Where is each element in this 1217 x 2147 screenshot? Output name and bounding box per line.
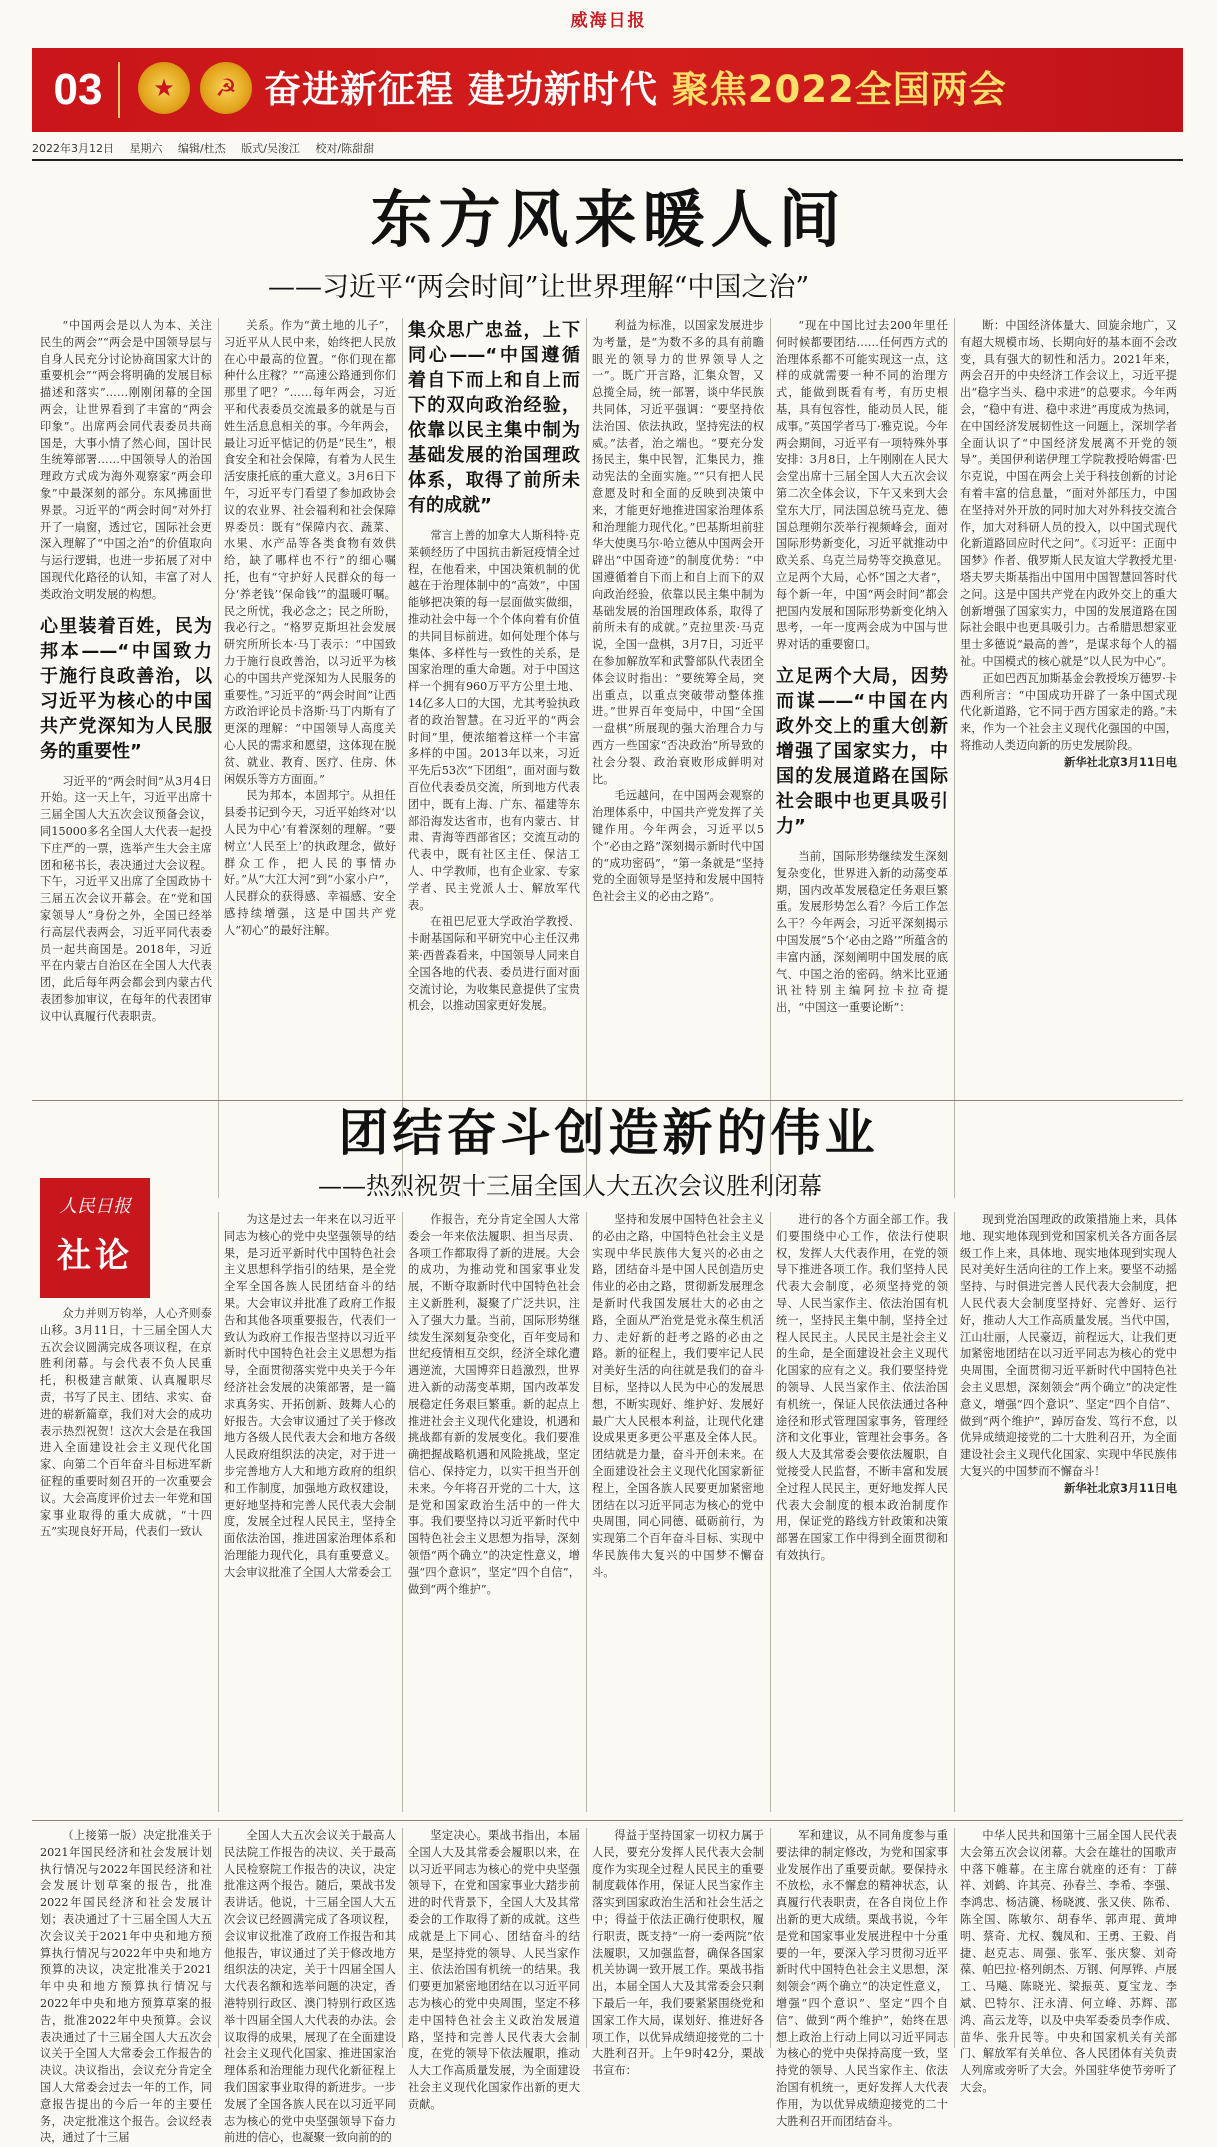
- article2-subtitle: ——热烈祝贺十三届全国人大五次会议胜利闭幕: [318, 1172, 822, 1200]
- editorial-logo: [40, 1178, 150, 1298]
- column-divider: [770, 1212, 771, 1812]
- column-divider: [218, 1212, 219, 1812]
- column-divider: [218, 318, 219, 1198]
- article1-title: 东方风来暖人间: [370, 183, 847, 256]
- column-divider: [586, 318, 587, 1198]
- column-divider: [954, 318, 955, 1198]
- article2-column-6: 现到党治国理政的政策措施上来，具体地、现实地体现到党和国家机关各方面各层级工作上来，具体地、现实地体现到实现人民对美好生活向往的工作上来。要坚不动摇坚持、与时俱进完善人民代表大会制度，把人民代表大会制度坚持好、完善好、运行好，推动人大工作高质量发展。当代中国，江山壮丽，人民豪迈，前程远大，让我们更加紧密地团结在以习近平同志为核心的党中央周围，全面贯彻习近平新时代中国特色社会主义思想，深刻领会“两个确立”的决定性意义，增强“四个意识”、坚定“四个自信”、做到“两个维护”，踔厉奋发、笃行不怠，以优异成绩迎接党的二十大胜利召开，为全面建设社会主义现代化国家、实现中华民族伟大复兴的中国梦而不懈奋斗！ 新华社北京3月11日电: [960, 1212, 1177, 1812]
- editorial-logo-paper: 人民日报: [59, 1196, 131, 1217]
- article1-column-5: “现在中国比过去200年里任何时候都要团结……任何西方式的治理体系都不可能实现这一点，这样的成就需要一种不同的治理方式，能做到既看有考，有历史根基，具有包容性，能动员人民，能成事。”英国学者马丁·雅克说。今年两会期间，习近平有一项特殊外事安排：3月8日，上午刚刚在人民大会堂出席十三届全国人大五次会议第二次全体会议，下午又来到大会堂东大厅，同法国总统马克龙、德国总理朔尔茨举行视频峰会，面对国际形势新变化，习近平就推动中欧关系、乌克兰局势等交换意见。立足两个大局，心怀“国之大者”，每个新一年，中国“两会时间”都会把国内发展和国际形势新变化纳入思考，一年一度两会成为中国与世界对话的重要窗口。 立足两个大局，因势而谋——“中国在内政外交上的重大创新增强了国家实力，中国的发展道路在国际社会眼中也更具吸引力” 当前，国际形势继续发生深刻复杂变化，世界进入新的动荡变革期，国内改革发展稳定任务艰巨繁重。发展形势怎么看？今后工作怎么干？今年两会，习近平深刻揭示中国发展“5个‘必由之路’”所蕴含的丰富内涵，深刻阐明中国发展的底气、中国之治的密码。纳米比亚通讯社特别主编阿拉卡拉奇提出，“中国这一重要论断”：: [776, 319, 948, 1015]
- article2-column-2: 为这是过去一年来在以习近平同志为核心的党中央坚强领导的结果，是习近平新时代中国特色社会主义思想科学指引的结果，是全党全军全国各族人民团结奋斗的结果。大会审议并批准了政府工作报告和其他各项重要报告，代表们一致认为政府工作报告坚持以习近平新时代中国特色社会主义思想为指导，全面贯彻落实党中央关于今年经济社会发展的决策部署，是一篇求真务实、开拓创新、鼓舞人心的好报告。大会审议通过了关于修改地方各级人民代表大会和地方各级人民政府组织法的决定，对于进一步完善地方人大和地方政府的组织和工作制度，加强地方政权建设，更好地坚持和完善人民代表大会制度，发展全过程人民民主，坚持全面依法治国，推进国家治理体系和治理能力现代化，具有重要意义。大会审议批准了全国人大常委会工: [224, 1213, 396, 1579]
- issue-weekday: 星期六: [129, 142, 163, 155]
- column-divider: [218, 1828, 219, 2048]
- article1-column-4: 利益为标准，以国家发展进步为考量，是“为数不多的具有前瞻眼光的领导力的世界领导人之一”。既广开言路，汇集众智，又总揽全局，统一部署，谈中华民族共同体，习近平强调：“要坚持依法治国、依法执政，坚持宪法的权威。”法者，治之端也。“要充分发扬民主，集中民智，汇集民力，推动宪法的全面实施。”“只有把人民意愿及时和全面的反映到决策中来，才能更好地推进国家治理体系和治理能力现代化。”巴基斯坦前驻华大使奥马尔·哈立德从中国两会开辟出“中国奇迹”的制度优势：“中国遵循着自下而上和自上而下的双向政治经验，依靠以民主集中制为基础发展的治国理政体系，取得了前所未有的成就。”克拉里茨·马克说，全国一盘棋，3月7日，习近平在参加解放军和武警部队代表团全体会议时指出：“要统筹全局，突出重点，以重点突破带动整体推进。”世界百年变局中，中国“全国一盘棋”所展现的强大治理合力与西方一些国家“否决政治”所导致的社会分裂、政治衰败形成鲜明对比。 毛远越问，在中国两会观察的治理体系中，中国共产党发挥了关键作用。今年两会，习近平以5个“必由之路”深刻揭示新时代中国的“成功密码”，“第一条就是“坚持党的全面领导是坚持和发展中国特色社会主义的必由之路”。: [592, 319, 764, 904]
- column-divider: [586, 1212, 587, 1812]
- article1-section-heading-3: 立足两个大局，因势而谋——“中国在内政外交上的重大创新增强了国家实力，中国的发展道路在国际社会眼中也更具吸引力”: [776, 665, 948, 837]
- article2-title: 团结奋斗创造新的伟业: [338, 1103, 879, 1162]
- column-divider: [586, 1828, 587, 2048]
- national-emblem-icon: ★: [138, 62, 190, 114]
- column-divider: [402, 318, 403, 1198]
- article-divider: [32, 1820, 1183, 1821]
- banner-slogan: [264, 62, 1007, 118]
- editor-credit: 编辑/杜杰: [178, 142, 226, 155]
- article3-column-3: 坚定决心。栗战书指出，本届全国人大及其常委会履职以来，在以习近平同志为核心的党中央坚强领导下，在党和国家事业大踏步前进的时代背景下，全国人大及其常委会的工作取得了新的成就。这些成就是上下同心、团结奋斗的结果，是坚持党的领导、人民当家作主、依法治国有机统一的结果。我们要更加紧密地团结在以习近平同志为核心的党中央周围，坚定不移走中国特色社会主义政治发展道路，坚持和完善人民代表大会制度，在党的领导下依法履职，推动人大工作高质量发展，为全面建设社会主义现代化国家作出新的更大贡献。: [408, 1829, 580, 2111]
- issue-date: 2022年3月12日: [32, 142, 114, 155]
- article1-subtitle: ——习近平“两会时间”让世界理解“中国之治”: [268, 272, 810, 303]
- article2-column-1: 众力并则万钧举，人心齐则泰山移。3月11日，十三届全国人大五次会议圆满完成各项议程，在京胜利闭幕。与会代表不负人民重托，积极建言献策、认真履职尽责，书写了民主、团结、求实、奋进的崭新篇章，我们对大会的成功表示热烈祝贺！这次大会是在我国进入全面建设社会主义现代化国家、向第二个百年奋斗目标进军新征程的重要时刻召开的一次重要会议。大会高度评价过去一年党和国家事业取得的重大成就，“十四五”实现良好开局，代表们一致认: [40, 1307, 212, 1539]
- page-number: 03: [38, 56, 118, 124]
- article3-column-4: 得益于坚持国家一切权力属于人民，要充分发挥人民代表大会制度作为实现全过程人民民主的重要制度载体作用，保证人民当家作主落实到国家政治生活和社会生活之中；得益于依法正确行使职权，履行职责，既支持“一府一委两院”依法履职，又加强监督，确保各国家机关协调一致开展工作。栗战书指出，本届全国人大及其常委会只剩下最后一年，我们要紧紧围绕党和国家工作大局，谋划好、推进好各项工作，以优异成绩迎接党的二十大胜利召开。上午9时42分，栗战书宣布：: [592, 1829, 764, 2078]
- column-divider: [402, 1212, 403, 1812]
- article2-column-5: 进行的各个方面全部工作。我们要围绕中心工作，依法行使职权，发挥人大代表作用，在党的领导下推进各项工作。我们坚持人民代表大会制度，必须坚持党的领导、人民当家作主、依法治国有机统一，坚持民主集中制，坚持全过程人民民主。人民民主是社会主义的生命，是全面建设社会主义现代化国家的应有之义。我们要坚持党的领导、人民当家作主、依法治国有机统一，保证人民依法通过各种途径和形式管理国家事务，管理经济和文化事业，管理社会事务。各级人大及其常委会要依法履职，自觉接受人民监督，不断丰富和发展全过程人民民主，更好地发挥人民代表大会制度的根本政治制度作用，保证党的路线方针政策和决策部署在国家工作中得到全面贯彻和有效执行。: [776, 1213, 948, 1562]
- column-divider: [954, 1828, 955, 2048]
- column-divider: [954, 1212, 955, 1812]
- article1-column-3: 集众思广忠益，上下同心——“中国遵循着自下而上和自上而下的双向政治经验，依靠以民主集中制为基础发展的治国理政体系，取得了前所未有的成就” 常言上善的加拿大人斯科特·克莱顿经历了中国抗击新冠疫情全过程，在他看来，中国决策机制的优越在于治理体制中的“高效”，中国能够把决策的每一层面做实做细，推动社会中每一个个体向着有价值的共同目标前进。如何处理个体与集体、多样性与一致性的关系，是国家治理的重大命题。对于中国这样一个拥有960万平方公里土地、14亿多人口的大国，尤其考验执政者的政治智慧。在习近平的“两会时间”里，便浓缩着这样一个丰富多样的中国。2013年以来，习近平先后53次“下团组”，面对面与数百位代表委员交流，所到地方代表团中，既有上海、广东、福建等东部沿海发达省市，也有内蒙古、甘肃、青海等西部省区；交流互动的代表中，既有社区主任、保洁工人、中学教师，也有企业家、专家学者、民主党派人士、解放军代表。 在祖巴尼亚大学政治学教授、卡耐基国际和平研究中心主任汉弗莱·西普森看来，中国领导人同来自全国各地的代表、委员进行面对面交流讨论，为收集民意提供了宝贵机会，以推动国家更好发展。: [408, 320, 580, 1013]
- article2-byline: 新华社北京3月11日电: [1064, 1481, 1177, 1495]
- article-divider: [32, 1100, 1183, 1101]
- article3-column-2: 全国人大五次会议关于最高人民法院工作报告的决议、关于最高人民检察院工作报告的决议，决定批准这两个报告。随后，栗战书发表讲话。他说，十三届全国人大五次会议已经圆满完成了各项议程，会议审议批准了政府工作报告和其他报告，审议通过了关于修改地方组织法的决定，关于十四届全国人大代表名额和选举问题的决定，香港特别行政区、澳门特别行政区选举十四届全国人大代表的办法。会议取得的成果，展现了在全面建设社会主义现代化国家、推进国家治理体系和治理能力现代化新征程上我们国家事业取得的新进步。一步发展了全国各族人民在以习近平同志为核心的党中央坚强领导下奋力前进的信心，也凝聚一致向前的的: [224, 1829, 396, 2145]
- banner-slogan-main: 奋进新征程 建功新时代: [264, 68, 658, 111]
- party-emblem-icon: ☭: [200, 62, 252, 114]
- newspaper-masthead: 威海日报: [570, 11, 647, 31]
- article1-column-2: 关系。作为“黄土地的儿子”，习近平从人民中来，始终把人民放在心中最高的位置。“你们现在都种什么庄稼？”“高速公路通到你们那里了吧？”……每年两会，习近平和代表委员交流最多的就是与百姓生活息息相关的事。今年两会，最让习近平惦记的仍是“民生”，根食安全和社会保障，有着为人民生活安康托底的重大意义。3月6日下午，习近平专门看望了参加政协会议的农业界、社会福利和社会保障界委员：既有“保障内衣、蔬菜、水果、水产品等各类食物有效供给，缺了哪样也不行”的细心嘱托，也有“守护好人民群众的每一分‘养老钱’‘保命钱’”的温暖叮嘱。民之所忧，我必念之；民之所盼，我必行之。“格罗克斯坦社会发展研究所所长本·马丁表示：“中国致力于施行良政善治，以习近平为核心的中国共产党深知为人民服务的重要性。”习近平的“两会时间”让西方政治评论员卡洛斯·马丁内斯有了更深的理解：“中国领导人高度关心人民的需求和愿望，这体现在脱贫、就业、教育、医疗、住房、休闲娱乐等方方面面。” 民为邦本，本固邦宁。从担任县委书记到今天，习近平始终对‘以人民为中心’有着深刻的理解。“要树立‘人民至上’的执政理念，做好群众工作，把人民的事情办好。”从“大江大河”到“小家小户”，人民群众的获得感、幸福感、安全感持续增强，这是中国共产党人“初心”的最好注解。: [224, 319, 396, 937]
- column-divider: [402, 1828, 403, 2048]
- article2-column-3: 作报告，充分肯定全国人大常委会一年来依法履职、担当尽责、各项工作都取得了新的进展。大会的成功，为推动党和国家事业发展，不断夺取新时代中国特色社会主义新胜利，凝聚了广泛共识，注入了强大力量。当前，国际形势继续发生深刻复杂变化，百年变局和世纪疫情相互交织，经济全球化遭遇逆流，大国博弈日趋激烈，世界进入新的动荡变革期，国内改革发展稳定任务艰巨繁重。新的起点上推进社会主义现代化建设，机遇和挑战都有新的发展变化。我们要准确把握战略机遇和风险挑战，坚定信心、保持定力，以实干担当开创未来。今年将召开党的二十大，这是党和国家政治生活中的一件大事。我们要坚持以习近平新时代中国特色社会主义思想为指导，深刻领悟“两个确立”的决定性意义，增强“四个意识”，坚定“四个自信”，做到“两个维护”。: [408, 1213, 580, 1596]
- article3-column-6: 中华人民共和国第十三届全国人民代表大会第五次会议闭幕。大会在雄壮的国歌声中落下帷幕。在主席台就座的还有：丁薛祥、刘鹤、许其亮、孙春兰、李希、李强、李鸿忠、杨洁篪、杨晓渡、张又侠、陈希、陈全国、陈敏尔、胡春华、郭声琨、黄坤明、蔡奇、尤权、魏凤和、王勇、王毅、肖捷、赵克志、周强、张军、张庆黎、刘奇葆、帕巴拉·格列朗杰、万钢、何厚铧、卢展工、马飚、陈晓光、梁振英、夏宝龙、李斌、巴特尔、汪永清、何立峰、苏辉、邵鸿、高云龙等，以及中央军委委员李作成、苗华、张升民等。中央和国家机关有关部门、解放军有关单位、各人民团体有关负责人列席或旁听了大会。外国驻华使节旁听了大会。: [960, 1829, 1177, 2094]
- column-divider: [770, 1828, 771, 2048]
- article3-column-5: 军和建议，从不同角度参与重要法律的制定修改，为党和国家事业发展作出了重要贡献。要保持永不放松，永不懈怠的精神状态，认真履行代表职责，在各自岗位上作出新的更大成绩。栗战书说，今年是党和国家事业发展进程中十分重要的一年，要深入学习贯彻习近平新时代中国特色社会主义思想，深刻领会“两个确立”的决定性意义，增强“四个意识”、坚定“四个自信”、做到“两个维护”，始终在思想上政治上行动上同以习近平同志为核心的党中央保持高度一致，坚持党的领导、人民当家作主、依法治国有机统一，更好发挥人大代表作用，为以优异成绩迎接党的二十大胜利召开而团结奋斗。: [776, 1829, 948, 2128]
- article1-column-6: 断：中国经济体量大、回旋余地广，又有超大规模市场、长期向好的基本面不会改变，具有强大的韧性和活力。2021年来，两会召开的中央经济工作会议上，习近平提出“稳字当头、稳中求进”的总要求。今年两会，“稳中有进、稳中求进”再度成为热词，在中国经济发展韧性这一问题上，深圳学者全面认识了“中国经济发展离不开党的领导”。美国伊利诺伊理工学院教授哈姆雷·巴尔克说，中国在两会上关于科技创新的讨论有着丰富的信息量，“面对外部压力，中国在坚持对外开放的同时加大对外科技交流合作，加大对科研人员的投入，以中国式现代化新道路回应时代之问”。《习近平：正面中国梦》作者、俄罗斯人民友谊大学教授尤里·塔夫罗夫斯基指出中国用中国智慧回答时代之问。这是中国共产党在内政外交上的重大创新增强了国家实力，中国的发展道路在国际社会眼中也更具吸引力。古希腊思想家亚里士多德说“最高的善”，是谋求每个人的福祉。中国模式的核心就是“以人民为中心”。 正如巴西瓦加斯基金会教授埃万德罗·卡西利所言：“中国成功开辟了一条中国式现代化新道路，它不同于西方国家走的路。”未来，作为一个社会主义现代化强国的中国，将推动人类迈向新的历史发展阶段。 新华社北京3月11日电: [960, 318, 1177, 1198]
- dateline: [32, 140, 1183, 158]
- editorial-logo-word: 社论: [57, 1236, 133, 1276]
- header-rule: [32, 159, 1183, 161]
- column-divider: [770, 318, 771, 1198]
- article3-column-1: （上接第一版）决定批准关于2021年国民经济和社会发展计划执行情况与2022年国民经济和社会发展计划草案的报告，批准2022年国民经济和社会发展计划；表决通过了十三届全国人大五次会议关于2021年中央和地方预算执行情况与2022年中央和地方预算的决议，决定批准关于2021年中央和地方预算执行情况与2022年中央和地方预算草案的报告，批准2022年中央预算。会议表决通过了十三届全国人大五次会议关于全国人大常委会工作报告的决议。决议指出，会议充分肯定全国人大常委会过去一年的工作，同意报告提出的今后一年的主要任务，决定批准这个报告。会议经表决，通过了十三届: [40, 1829, 212, 2145]
- proof-credit: 校对/陈甜甜: [315, 142, 375, 155]
- banner-slogan-highlight: 聚焦2022全国两会: [671, 68, 1007, 111]
- article1-byline: 新华社北京3月11日电: [1064, 755, 1177, 769]
- section-banner: [32, 48, 1183, 132]
- layout-credit: 版式/吴浚江: [241, 142, 300, 155]
- article2-column-4: 坚持和发展中国特色社会主义的必由之路，中国特色社会主义是实现中华民族伟大复兴的必由之路，团结奋斗是中国人民创造历史伟业的必由之路，贯彻新发展理念是新时代我国发展壮大的必由之路，全面从严治党是党永葆生机活力、走好新的赶考之路的必由之路。新的征程上，我们要牢记人民对美好生活的向往就是我们的奋斗目标，坚持以人民为中心的发展思想，不断实现好、维护好、发展好最广大人民根本利益，让现代化建设成果更多更公平惠及全体人民。团结就是力量，奋斗开创未来。在全面建设社会主义现代化国家新征程上，全国各族人民要更加紧密地团结在以习近平同志为核心的党中央周围，同心同德、砥砺前行，为实现第二个百年奋斗目标、实现中华民族伟大复兴的中国梦不懈奋斗。: [592, 1213, 764, 1579]
- article1-section-heading-1: 心里装着百姓，民为邦本——“中国致力于施行良政善治，以习近平为核心的中国共产党深知为人民服务的重要性”: [40, 615, 212, 762]
- article1-section-heading-2: 集众思广忠益，上下同心——“中国遵循着自下而上和自上而下的双向政治经验，依靠以民主集中制为基础发展的治国理政体系，取得了前所未有的成就”: [408, 320, 580, 516]
- article1-column-1: “中国两会是以人为本、关注民生的两会”“两会是中国领导层与自身人民充分讨论协商国家大计的重要机会”“两会将明确的发展目标描述和落实”……刚刚闭幕的全国两会，让世界看到了丰富的“两会印象”。出席两会同代表委员共商国是，大事小情了然心间，国计民生统筹部署……中国领导人的治国理政方式成为海外观察家“两会印象”中最深刻的部分。东风拂面世界景。习近平的“两会时间”对外打开了一扇窗，透过它，国际社会更深入理解了“中国之治”的价值取向与运行逻辑，也进一步拓展了对中国现代化路径的认知，丰富了对人类政治文明发展的构想。 心里装着百姓，民为邦本——“中国致力于施行良政善治，以习近平为核心的中国共产党深知为人民服务的重要性” 习近平的“两会时间”从3月4日开始。这一天上午，习近平出席十三届全国人大五次会议预备会议，同15000多名全国人大代表一起投下庄严的一票，选举产生大会主席团和秘书长，表决通过大会议程。下午，习近平又出席了全国政协十三届五次会议开幕会。在“党和国家领导人”身份之外，全国已经举行高层代表两会，习近平同代表委员一起共商国是。2018年，习近平在内蒙古自治区在全国人大代表团，此后每年两会都会到内蒙古代表团参加审议，在每年的代表团审议中认真履行代表职责。: [40, 319, 212, 1023]
